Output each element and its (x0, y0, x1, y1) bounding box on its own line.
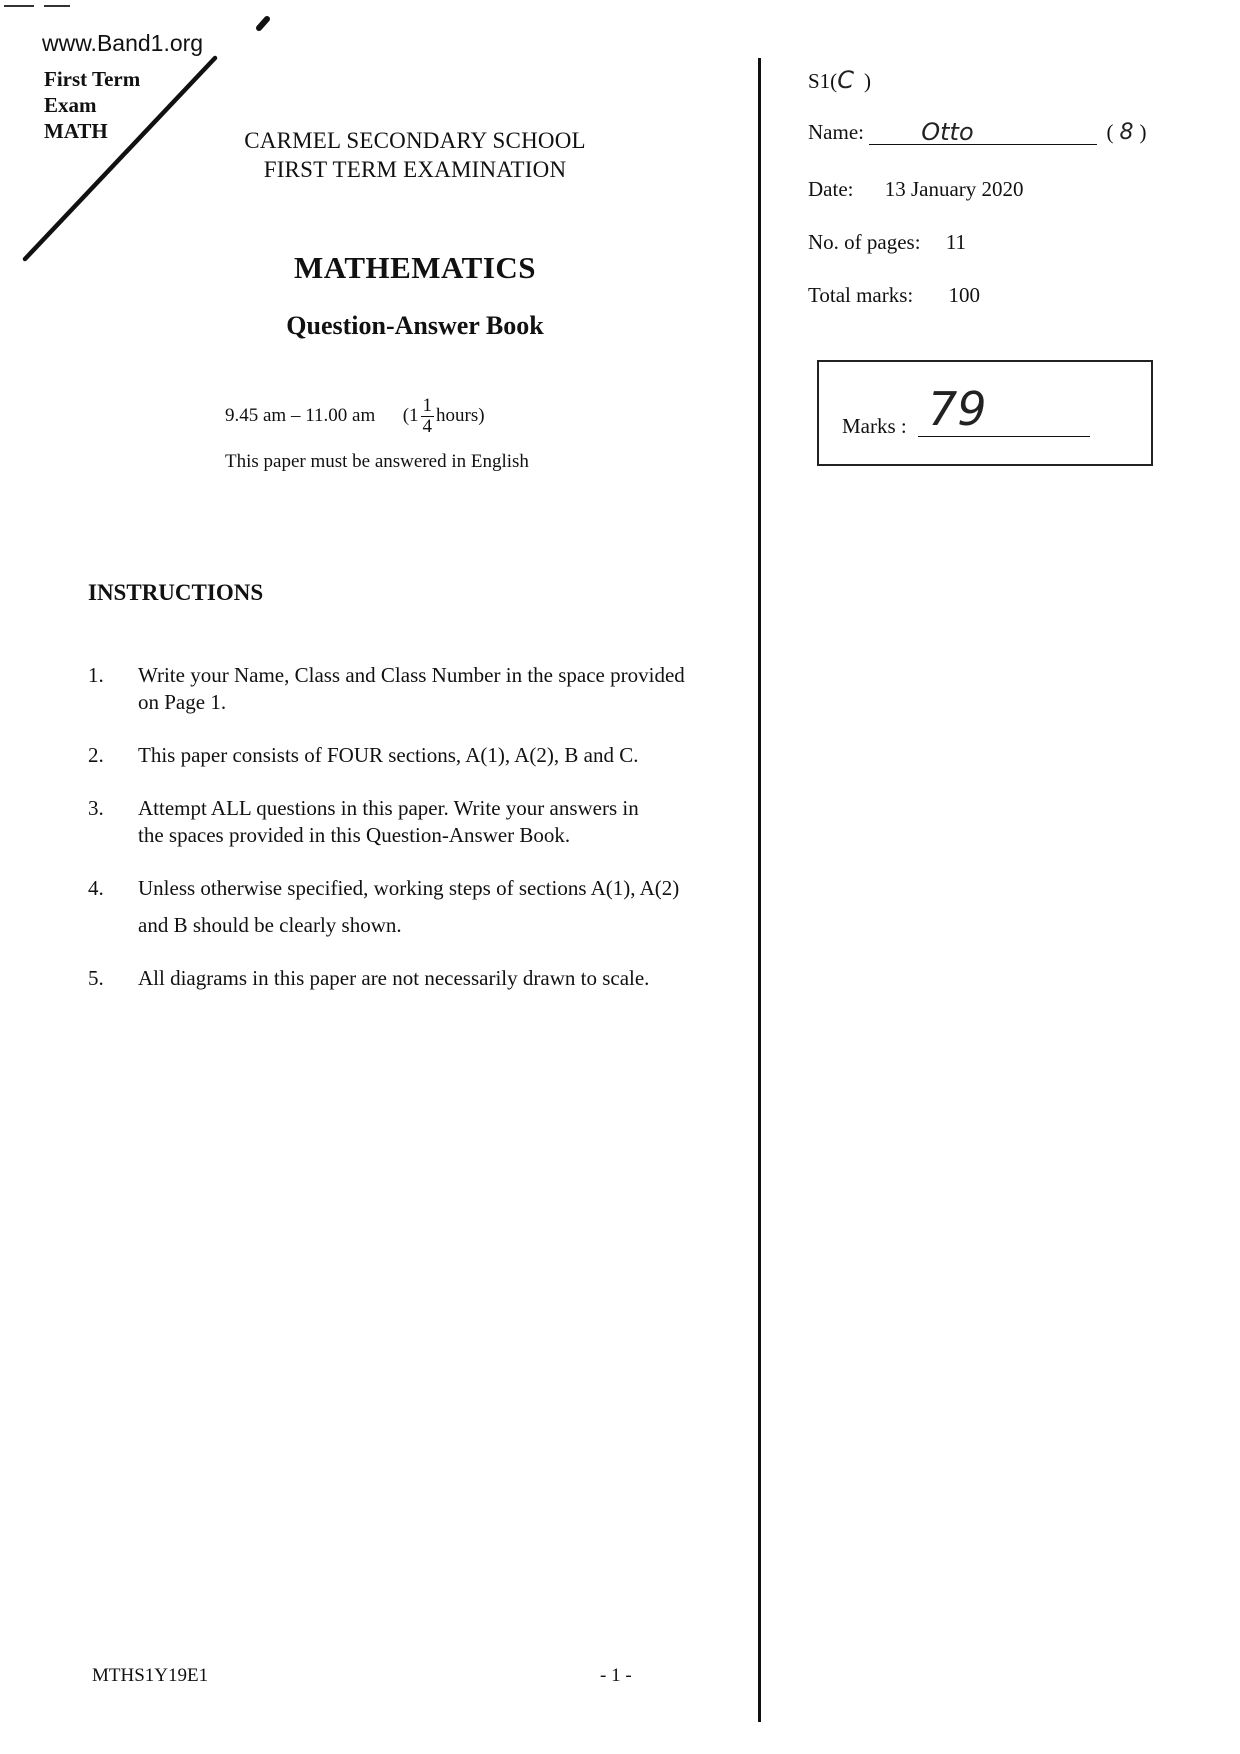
instruction-text: Write your Name, Class and Class Number in the space provided (138, 663, 685, 687)
class-prefix: S1( (808, 69, 838, 93)
exam-name: FIRST TERM EXAMINATION (263, 157, 567, 182)
exam-time (225, 396, 485, 437)
school-name: CARMEL SECONDARY SCHOOL (244, 128, 586, 153)
instruction-text: This paper consists of FOUR sections, A(1), A(2), B and C. (138, 743, 639, 767)
instruction-item (88, 870, 748, 944)
class-field (808, 66, 871, 94)
corner-dash (4, 5, 34, 7)
date-value: 13 January 2020 (884, 177, 1024, 201)
subject-title: MATHEMATICS (293, 250, 537, 285)
duration-unit: hours) (436, 404, 485, 426)
number-value: 8 (1119, 120, 1134, 145)
watermark: www.Band1.org (42, 30, 204, 56)
column-divider (758, 58, 761, 1722)
pages-value: 11 (945, 230, 967, 254)
instruction-item (88, 795, 748, 849)
time-range: 9.45 am – 11.00 am (225, 404, 376, 426)
instruction-text: the spaces provided in this Question-Answer Book. (138, 823, 571, 847)
pages-field (808, 230, 966, 255)
date-field (808, 177, 1024, 202)
fraction-numerator: 1 (422, 395, 433, 416)
duration-fraction (421, 396, 435, 437)
name-label: Name: (808, 120, 864, 144)
book-title: Question-Answer Book (286, 311, 544, 340)
total-marks-label: Total marks: (808, 283, 914, 307)
instruction-item (88, 965, 748, 992)
marks-value: 79 (928, 382, 987, 436)
corner-dash (44, 5, 70, 7)
number-open: ( (1106, 120, 1114, 144)
pages-label: No. of pages: (808, 230, 921, 254)
corner-tag (44, 66, 140, 144)
instructions-title: INSTRUCTIONS (88, 580, 264, 605)
language-note: This paper must be answered in English (225, 451, 529, 472)
duration-open: (1 (402, 404, 419, 426)
instruction-text: on Page 1. (138, 690, 227, 714)
instruction-text: and B should be clearly shown. (138, 913, 402, 937)
instruction-item (88, 742, 748, 769)
corner-tag-line: Exam (44, 93, 97, 117)
corner-tag-line: MATH (44, 119, 108, 143)
total-marks-field (808, 283, 980, 308)
instruction-number: 5. (88, 966, 104, 990)
paper-code: MTHS1Y19E1 (92, 1665, 209, 1686)
marks-underline (918, 436, 1090, 437)
class-suffix: ) (863, 69, 871, 93)
number-close: ) (1139, 120, 1147, 144)
total-marks-value: 100 (948, 283, 981, 307)
instruction-number: 3. (88, 796, 104, 820)
name-value: Otto (921, 118, 974, 146)
instruction-number: 1. (88, 663, 104, 687)
instruction-number: 2. (88, 743, 104, 767)
instruction-text: All diagrams in this paper are not necessarily drawn to scale. (138, 966, 650, 990)
corner-tag-line: First Term (44, 67, 141, 91)
instruction-text: Attempt ALL questions in this paper. Write your answers in (138, 796, 639, 820)
marks-label: Marks : (842, 414, 907, 438)
page-number: - 1 - (600, 1665, 632, 1686)
school-header (225, 126, 605, 184)
name-field (808, 120, 1146, 145)
class-value: C (837, 66, 854, 94)
instruction-text: Unless otherwise specified, working steps of sections A(1), A(2) (138, 876, 680, 900)
name-underline (869, 120, 1097, 145)
instruction-number: 4. (88, 876, 104, 900)
date-label: Date: (808, 177, 854, 201)
instruction-item (88, 662, 748, 716)
instructions-list (88, 662, 748, 1018)
fraction-denominator: 4 (422, 416, 433, 437)
